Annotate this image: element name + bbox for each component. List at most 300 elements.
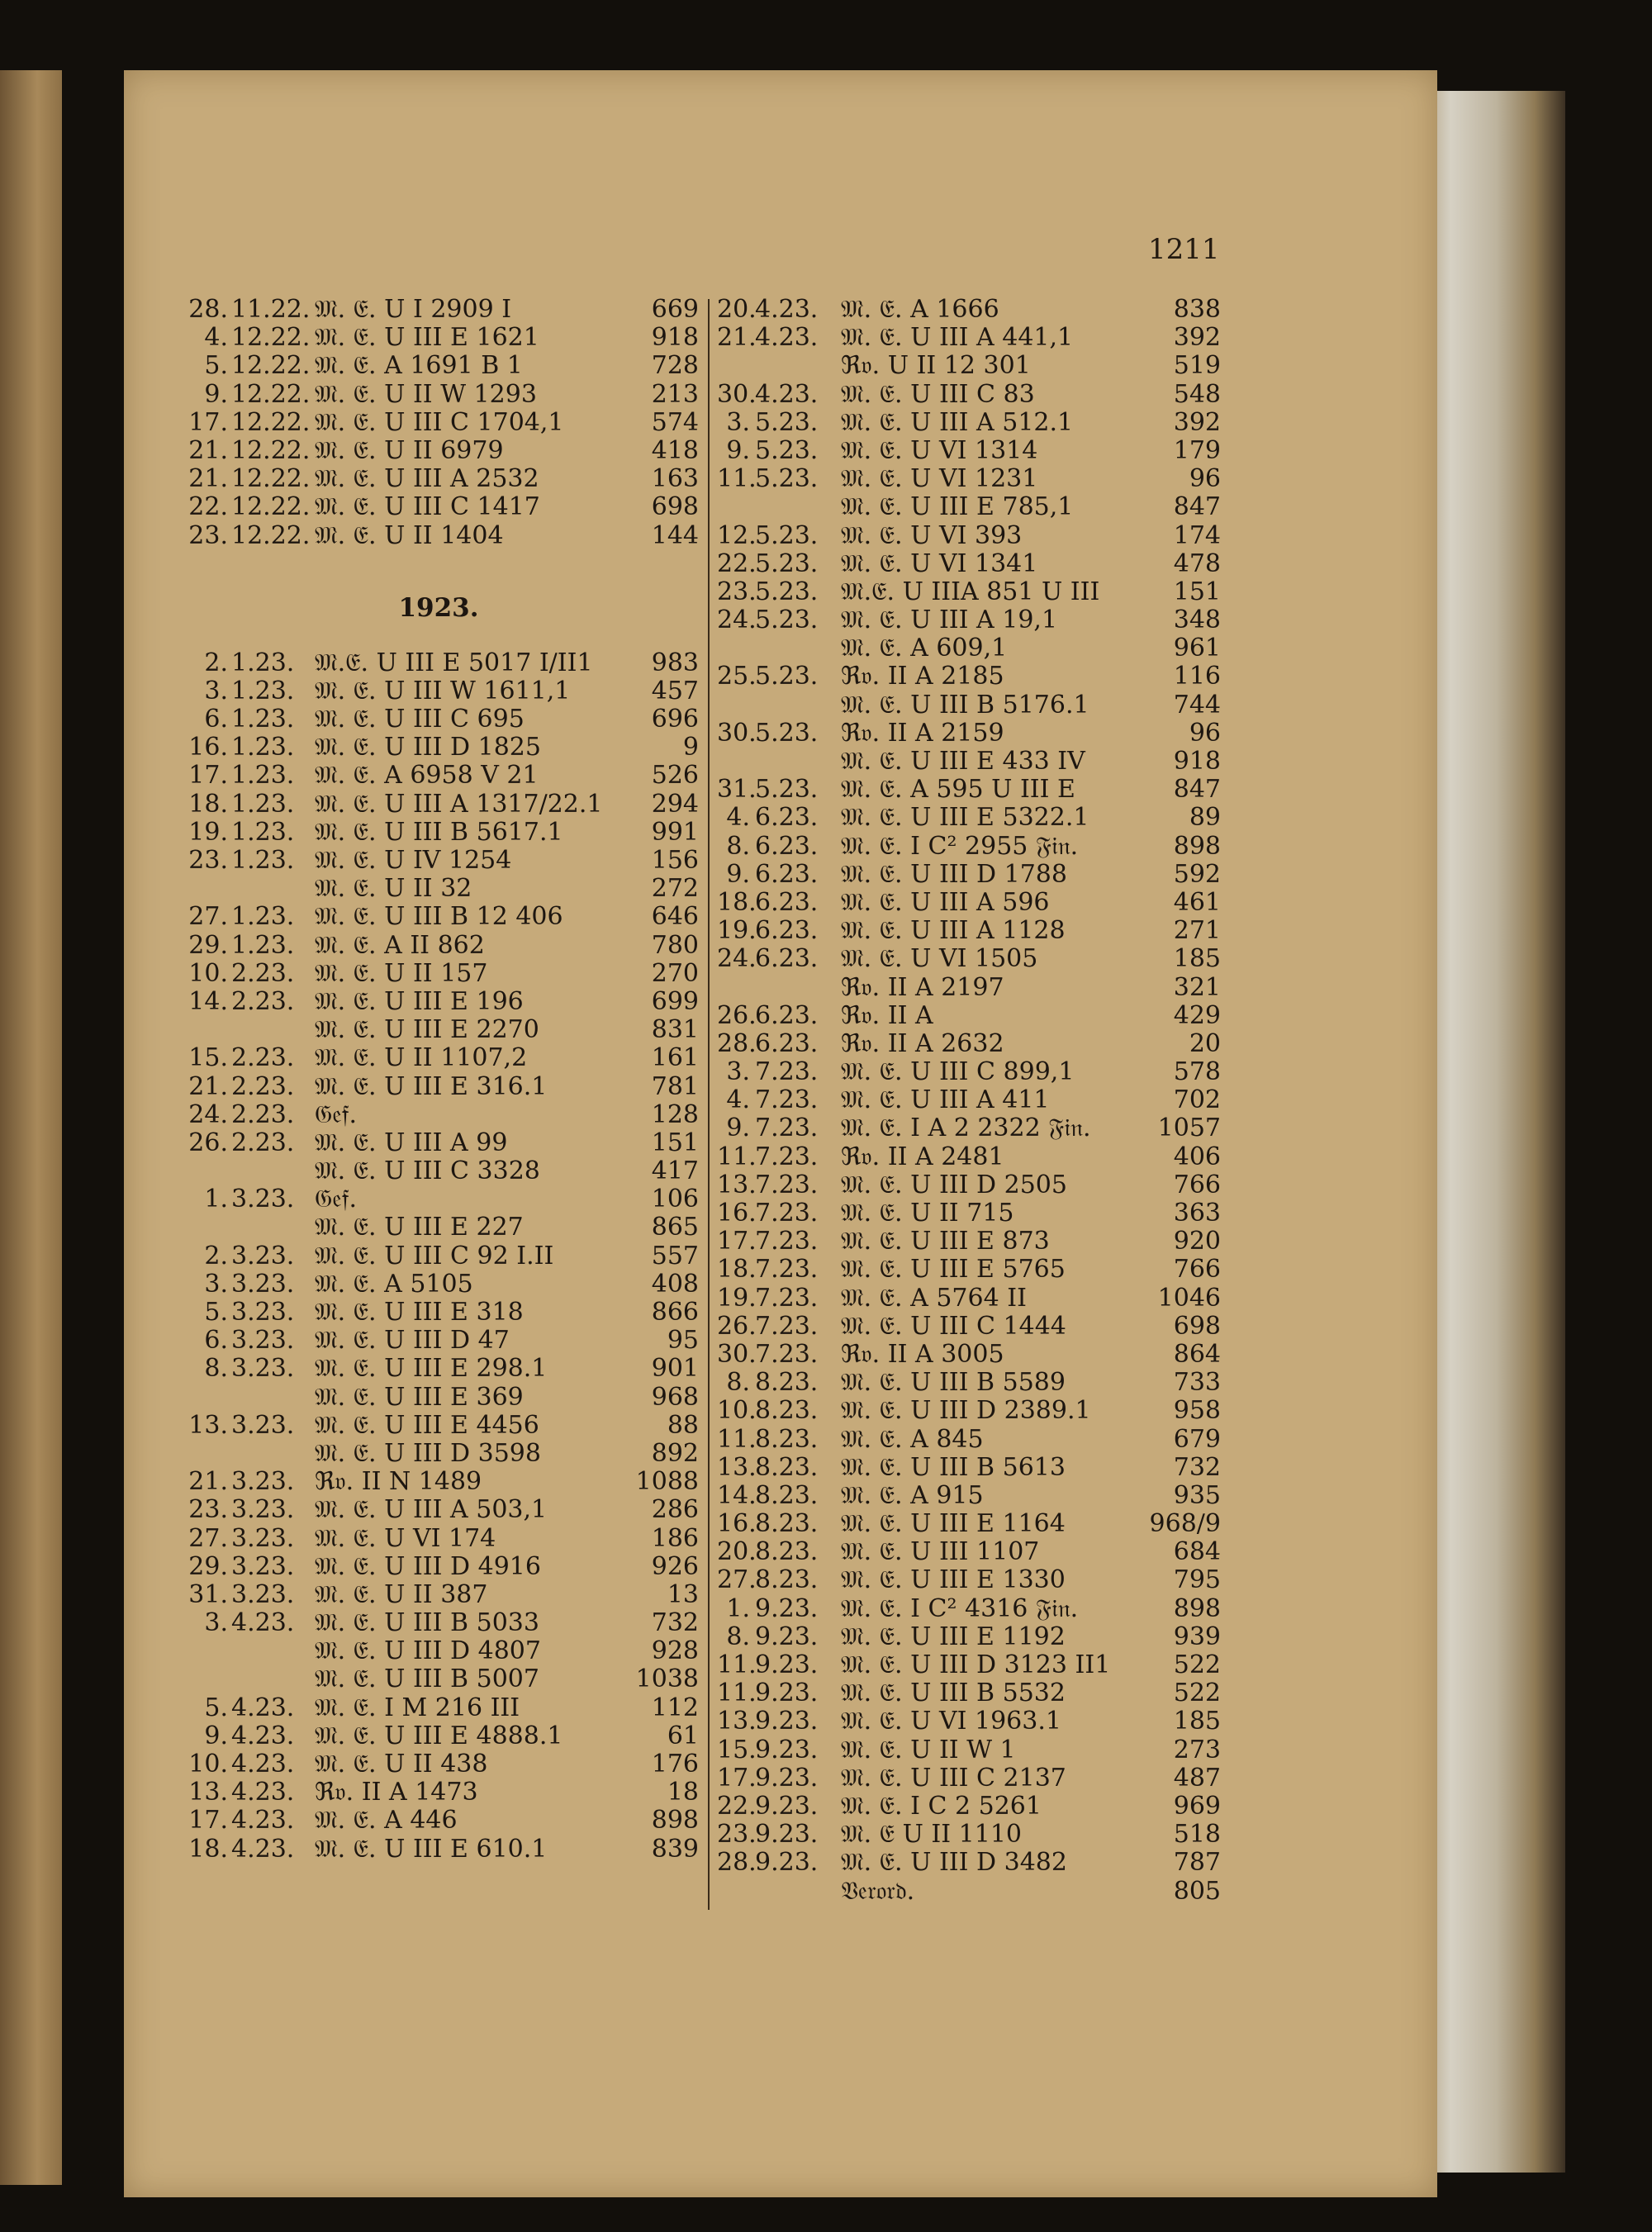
index-entry xyxy=(178,352,699,380)
index-entry xyxy=(178,875,699,903)
index-entry xyxy=(717,324,1221,352)
entry-day: 13. xyxy=(188,1778,228,1807)
entry-reference: 𝔐. 𝔈. U III E 610.1 xyxy=(315,1835,548,1864)
entry-day: 2. xyxy=(204,648,228,677)
entry-reference: 𝔐. 𝔈. U II 1107,2 xyxy=(315,1044,528,1073)
index-entry xyxy=(178,649,699,677)
index-entry xyxy=(717,409,1221,437)
entry-page-number: 968/9 xyxy=(1149,1510,1221,1539)
entry-day: 8. xyxy=(726,832,750,861)
entry-page-number: 186 xyxy=(651,1524,699,1553)
index-entry xyxy=(178,1157,699,1185)
index-entry xyxy=(717,861,1221,889)
entry-date: 4.23. xyxy=(231,1721,295,1750)
entry-page-number: 392 xyxy=(1173,408,1221,437)
entry-day: 11. xyxy=(717,1651,757,1679)
entry-reference: 𝔐. 𝔈. U III D 47 xyxy=(315,1327,510,1356)
entry-day: 11. xyxy=(717,1679,757,1708)
entry-day: 8. xyxy=(204,1355,228,1384)
index-entry xyxy=(178,409,699,437)
entry-day: 9. xyxy=(204,380,228,409)
entry-reference: 𝔐. 𝔈. U III A 1128 xyxy=(841,917,1066,946)
entry-page-number: 1038 xyxy=(635,1665,699,1694)
entry-day: 30. xyxy=(717,719,757,748)
index-entry xyxy=(178,465,699,493)
entry-day: 17. xyxy=(188,762,228,791)
entry-page-number: 838 xyxy=(1173,296,1221,324)
entry-date: 8.23. xyxy=(755,1481,819,1510)
entry-date: 6.23. xyxy=(755,945,819,974)
entry-date: 7.23. xyxy=(755,1312,819,1341)
entry-page-number: 684 xyxy=(1173,1538,1221,1567)
index-entry xyxy=(717,1510,1221,1538)
entry-page-number: 363 xyxy=(1173,1199,1221,1228)
entry-reference: 𝔐. 𝔈. U III C 1704,1 xyxy=(315,408,564,437)
index-entry xyxy=(178,1185,699,1213)
entry-reference: 𝔐. 𝔈. U III E 2270 xyxy=(315,1016,539,1045)
entry-reference: 𝔊𝔢𝔣. xyxy=(315,1100,358,1129)
entry-page-number: 161 xyxy=(651,1044,699,1073)
index-entry xyxy=(717,1171,1221,1199)
index-entry xyxy=(178,493,699,521)
entry-reference: 𝔐. 𝔈. A 5764 II xyxy=(841,1284,1027,1313)
entry-date: 5.23. xyxy=(755,549,819,578)
entry-reference: 𝔐. 𝔈. A II 862 xyxy=(315,931,485,960)
entry-day: 20. xyxy=(717,296,757,324)
entry-page-number: 96 xyxy=(1189,719,1221,748)
entry-page-number: 939 xyxy=(1173,1622,1221,1651)
index-entry xyxy=(178,1129,699,1157)
index-entry xyxy=(717,748,1221,776)
entry-day: 3. xyxy=(726,408,750,437)
entry-day: 23. xyxy=(188,521,228,550)
index-entry xyxy=(178,1213,699,1242)
entry-page-number: 901 xyxy=(651,1355,699,1384)
entry-date: 12.22. xyxy=(231,380,311,409)
index-entry xyxy=(178,1694,699,1722)
entry-page-number: 213 xyxy=(651,380,699,409)
entry-day: 18. xyxy=(717,1256,757,1285)
index-entry xyxy=(178,437,699,465)
entry-page-number: 408 xyxy=(651,1270,699,1299)
entry-date: 9.23. xyxy=(755,1821,819,1850)
entry-page-number: 18 xyxy=(667,1778,699,1807)
entry-date: 4.23. xyxy=(231,1807,295,1835)
entry-reference: 𝔐. 𝔈. I M 216 III xyxy=(315,1693,520,1722)
entry-date: 5.23. xyxy=(755,465,819,494)
entry-reference: 𝔐. 𝔈. U VI 393 xyxy=(841,521,1023,550)
entry-page-number: 270 xyxy=(651,959,699,988)
entry-date: 1.23. xyxy=(231,790,295,819)
entry-reference: 𝔐. 𝔈. A 845 xyxy=(841,1425,984,1454)
entry-reference: 𝔐. 𝔈 U II 1110 xyxy=(841,1821,1023,1850)
entry-reference: 𝔐. 𝔈. U III E 785,1 xyxy=(841,493,1074,522)
index-entry xyxy=(178,1440,699,1468)
entry-date: 9.23. xyxy=(755,1594,819,1623)
entry-page-number: 728 xyxy=(651,352,699,381)
entry-date: 9.23. xyxy=(755,1736,819,1764)
index-entry xyxy=(178,1101,699,1129)
entry-page-number: 526 xyxy=(651,762,699,791)
entry-reference: 𝔐. 𝔈. U III A 596 xyxy=(841,888,1050,917)
entry-page-number: 991 xyxy=(651,818,699,847)
entry-date: 7.23. xyxy=(755,1114,819,1143)
entry-reference: 𝔐. 𝔈. U III A 19,1 xyxy=(841,606,1058,635)
index-entry xyxy=(178,1637,699,1665)
index-entry xyxy=(178,1665,699,1693)
entry-date: 2.23. xyxy=(231,987,295,1016)
entry-day: 13. xyxy=(717,1453,757,1482)
entry-reference: 𝔐. 𝔈. U III E 1164 xyxy=(841,1510,1066,1539)
entry-date: 7.23. xyxy=(755,1199,819,1228)
entry-date: 1.23. xyxy=(231,903,295,932)
entry-day: 23. xyxy=(717,1821,757,1850)
index-entry xyxy=(717,1679,1221,1707)
entry-day: 30. xyxy=(717,380,757,409)
entry-reference: ℜ𝔳. U II 12 301 xyxy=(841,352,1031,381)
entry-date: 1.23. xyxy=(231,705,295,734)
left-column xyxy=(178,296,699,1864)
entry-day: 21. xyxy=(188,1072,228,1101)
entry-day: 31. xyxy=(188,1580,228,1609)
index-entry xyxy=(717,1228,1221,1256)
entry-page-number: 847 xyxy=(1173,493,1221,522)
entry-day: 5. xyxy=(204,352,228,381)
entry-day: 28. xyxy=(717,1029,757,1058)
entry-page-number: 698 xyxy=(651,493,699,522)
entry-day: 24. xyxy=(717,945,757,974)
entry-date: 3.23. xyxy=(231,1580,295,1609)
entry-day: 6. xyxy=(204,1327,228,1356)
entry-page-number: 116 xyxy=(1173,662,1221,691)
index-entry xyxy=(178,903,699,931)
entry-day: 10. xyxy=(188,1750,228,1778)
entry-reference: 𝔐. 𝔈. U IV 1254 xyxy=(315,847,512,875)
entry-day: 8. xyxy=(726,1369,750,1398)
index-entry xyxy=(178,1044,699,1072)
entry-date: 1.23. xyxy=(231,818,295,847)
entry-page-number: 920 xyxy=(1173,1228,1221,1256)
entry-date: 6.23. xyxy=(755,888,819,917)
entry-day: 5. xyxy=(204,1693,228,1722)
entry-page-number: 1046 xyxy=(1157,1284,1221,1313)
entry-day: 25. xyxy=(717,662,757,691)
entry-day: 4. xyxy=(204,324,228,353)
entry-reference: 𝔐. 𝔈. A 446 xyxy=(315,1807,458,1835)
entry-day: 3. xyxy=(204,677,228,705)
index-entry xyxy=(178,988,699,1016)
entry-day: 15. xyxy=(717,1736,757,1764)
entry-reference: ℜ𝔳. II A 1473 xyxy=(315,1778,478,1807)
entry-reference: 𝔐. 𝔈. U III E 369 xyxy=(315,1383,524,1412)
entry-date: 1.23. xyxy=(231,734,295,762)
entry-reference: 𝔐. 𝔈. U III D 2505 xyxy=(841,1171,1067,1199)
index-entry xyxy=(178,1609,699,1637)
entry-day: 9. xyxy=(726,1114,750,1143)
entry-date: 3.23. xyxy=(231,1411,295,1440)
index-entry xyxy=(717,776,1221,804)
entry-date: 9.23. xyxy=(755,1622,819,1651)
entry-day: 19. xyxy=(717,917,757,946)
entry-date: 4.23. xyxy=(231,1750,295,1778)
entry-date: 12.22. xyxy=(231,493,311,522)
entry-page-number: 839 xyxy=(651,1835,699,1864)
entry-page-number: 592 xyxy=(1173,860,1221,889)
entry-date: 3.23. xyxy=(231,1355,295,1384)
entry-reference: 𝔐. 𝔈. A 5105 xyxy=(315,1270,473,1299)
entry-day: 18. xyxy=(188,790,228,819)
index-entry xyxy=(717,1030,1221,1058)
index-entry xyxy=(178,762,699,790)
entry-reference: 𝔐. 𝔈. U III E 4456 xyxy=(315,1411,539,1440)
entry-day: 4. xyxy=(726,804,750,833)
entry-date: 6.23. xyxy=(755,1001,819,1030)
year-heading: 1923. xyxy=(398,592,479,623)
entry-page-number: 487 xyxy=(1173,1764,1221,1793)
index-entry xyxy=(717,1426,1221,1454)
entry-page-number: 106 xyxy=(651,1185,699,1214)
entry-reference: 𝔐. 𝔈. U III B 5532 xyxy=(841,1679,1066,1708)
entry-date: 3.23. xyxy=(231,1327,295,1356)
entry-reference: 𝔐. 𝔈. I C² 4316 𝔉𝔦𝔫. xyxy=(841,1594,1079,1623)
entry-page-number: 112 xyxy=(651,1693,699,1722)
entry-day: 13. xyxy=(717,1171,757,1199)
index-entry xyxy=(717,1285,1221,1313)
entry-reference: 𝔊𝔢𝔣. xyxy=(315,1185,358,1214)
entry-page-number: 578 xyxy=(1173,1058,1221,1087)
entry-day: 17. xyxy=(717,1764,757,1793)
entry-reference: 𝔐. 𝔈. U III B 5007 xyxy=(315,1665,539,1694)
entry-reference: 𝔐. 𝔈. U III E 1330 xyxy=(841,1566,1066,1595)
entry-page-number: 522 xyxy=(1173,1679,1221,1708)
entry-day: 29. xyxy=(188,1552,228,1581)
entry-reference: 𝔐. 𝔈. U III A 2532 xyxy=(315,465,539,494)
entry-page-number: 574 xyxy=(651,408,699,437)
index-entry xyxy=(717,1256,1221,1284)
entry-reference: 𝔐. 𝔈. U III C 92 I.II xyxy=(315,1242,554,1270)
index-entry xyxy=(717,1736,1221,1764)
entry-day: 4. xyxy=(726,1086,750,1115)
index-entry xyxy=(717,1849,1221,1877)
entry-page-number: 787 xyxy=(1173,1849,1221,1878)
entry-page-number: 698 xyxy=(1173,1312,1221,1341)
index-entry xyxy=(178,734,699,762)
entry-page-number: 461 xyxy=(1173,888,1221,917)
entry-reference: 𝔐. 𝔈. U III E 433 IV xyxy=(841,748,1085,776)
index-entry xyxy=(178,1270,699,1299)
entry-day: 9. xyxy=(726,436,750,465)
entry-page-number: 457 xyxy=(651,677,699,705)
entry-reference: 𝔐. 𝔈. U III D 3123 II1 xyxy=(841,1651,1111,1679)
entry-day: 11. xyxy=(717,465,757,494)
entry-reference: 𝔐. 𝔈. U III A 99 xyxy=(315,1128,508,1157)
index-entry xyxy=(717,381,1221,409)
entry-day: 27. xyxy=(188,1524,228,1553)
column-divider xyxy=(708,299,710,1910)
index-entry xyxy=(717,606,1221,634)
entry-page-number: 1057 xyxy=(1157,1114,1221,1143)
index-entry xyxy=(717,1341,1221,1369)
entry-date: 1.23. xyxy=(231,847,295,875)
entry-date: 3.23. xyxy=(231,1552,295,1581)
entry-reference: ℜ𝔳. II N 1489 xyxy=(315,1468,482,1497)
entry-date: 6.23. xyxy=(755,832,819,861)
index-entry xyxy=(178,1384,699,1412)
index-entry xyxy=(178,1073,699,1101)
entry-reference: 𝔐. 𝔈. U III C 1444 xyxy=(841,1312,1066,1341)
entry-page-number: 13 xyxy=(667,1580,699,1609)
entry-day: 1. xyxy=(204,1185,228,1214)
entry-day: 28. xyxy=(717,1849,757,1878)
entry-day: 28. xyxy=(188,296,228,324)
entry-date: 9.23. xyxy=(755,1849,819,1878)
entry-reference: 𝔐. 𝔈. U III D 1788 xyxy=(841,860,1067,889)
entry-page-number: 286 xyxy=(651,1496,699,1525)
index-entry xyxy=(178,960,699,988)
entry-day: 16. xyxy=(717,1510,757,1539)
entry-day: 15. xyxy=(188,1044,228,1073)
index-entry xyxy=(717,465,1221,493)
index-entry xyxy=(717,917,1221,945)
entry-date: 12.22. xyxy=(231,352,311,381)
entry-date: 7.23. xyxy=(755,1256,819,1285)
entry-page-number: 185 xyxy=(1173,1707,1221,1736)
index-entry xyxy=(178,1553,699,1581)
entry-day: 31. xyxy=(717,776,757,805)
index-entry xyxy=(717,352,1221,380)
entry-reference: 𝔐. 𝔈. U III C 1417 xyxy=(315,493,540,522)
entry-reference: 𝔐. 𝔈. U II 6979 xyxy=(315,436,504,465)
entry-reference: 𝔐. 𝔈. U III D 2389.1 xyxy=(841,1397,1091,1426)
entry-reference: 𝔐. 𝔈. U III 1107 xyxy=(841,1538,1040,1567)
entry-day: 26. xyxy=(188,1128,228,1157)
entry-page-number: 733 xyxy=(1173,1369,1221,1398)
entry-reference: 𝔐. 𝔈. U III A 503,1 xyxy=(315,1496,548,1525)
entry-reference: 𝔐. 𝔈. U II W 1293 xyxy=(315,380,537,409)
entry-day: 16. xyxy=(717,1199,757,1228)
entry-reference: 𝔐. 𝔈. U II 32 xyxy=(315,875,472,904)
entry-date: 8.23. xyxy=(755,1538,819,1567)
entry-reference: 𝔐. 𝔈. U III B 5176.1 xyxy=(841,691,1089,719)
entry-page-number: 918 xyxy=(1173,748,1221,776)
entry-date: 5.23. xyxy=(755,719,819,748)
index-entry xyxy=(178,1468,699,1496)
entry-reference: 𝔐. 𝔈. I C 2 5261 xyxy=(841,1792,1042,1821)
index-entry xyxy=(178,1496,699,1524)
entry-date: 9.23. xyxy=(755,1707,819,1736)
entry-date: 7.23. xyxy=(755,1171,819,1199)
entry-day: 20. xyxy=(717,1538,757,1567)
entry-page-number: 174 xyxy=(1173,521,1221,550)
entry-date: 8.23. xyxy=(755,1510,819,1539)
entry-day: 21. xyxy=(188,1468,228,1497)
entry-page-number: 128 xyxy=(651,1100,699,1129)
entry-reference: 𝔐. 𝔈. U III C 695 xyxy=(315,705,525,734)
entry-day: 16. xyxy=(188,734,228,762)
entry-day: 27. xyxy=(717,1566,757,1595)
entry-day: 3. xyxy=(204,1270,228,1299)
entry-reference: 𝔐. 𝔈. U VI 174 xyxy=(315,1524,496,1553)
entry-date: 5.23. xyxy=(755,662,819,691)
entry-page-number: 176 xyxy=(651,1750,699,1778)
entry-date: 3.23. xyxy=(231,1185,295,1214)
entry-page-number: 892 xyxy=(651,1439,699,1468)
index-entry xyxy=(717,1878,1221,1906)
entry-page-number: 699 xyxy=(651,987,699,1016)
entry-reference: 𝔐. 𝔈. U III E 1192 xyxy=(841,1622,1066,1651)
entry-page-number: 732 xyxy=(1173,1453,1221,1482)
entry-reference: 𝔐. 𝔈. U VI 1231 xyxy=(841,465,1038,494)
entry-day: 17. xyxy=(717,1228,757,1256)
entry-reference: 𝔐. 𝔈. U II 157 xyxy=(315,959,488,988)
entry-page-number: 96 xyxy=(1189,465,1221,494)
entry-reference: 𝔐. 𝔈. U III A 441,1 xyxy=(841,324,1074,353)
entry-date: 4.23. xyxy=(755,324,819,353)
entry-date: 1.23. xyxy=(231,677,295,705)
entry-date: 4.23. xyxy=(231,1693,295,1722)
index-entry xyxy=(178,932,699,960)
entry-date: 7.23. xyxy=(755,1142,819,1171)
entry-reference: 𝔐. 𝔈. U III E 318 xyxy=(315,1299,524,1327)
entry-page-number: 271 xyxy=(1173,917,1221,946)
index-entry xyxy=(717,1086,1221,1114)
index-entry xyxy=(717,1114,1221,1142)
entry-page-number: 163 xyxy=(651,465,699,494)
index-entry xyxy=(717,945,1221,973)
entry-reference: 𝔐. 𝔈. U III C 83 xyxy=(841,380,1035,409)
entry-page-number: 417 xyxy=(651,1157,699,1186)
index-entry xyxy=(178,847,699,875)
entry-page-number: 61 xyxy=(667,1721,699,1750)
entry-date: 3.23. xyxy=(231,1299,295,1327)
entry-date: 3.23. xyxy=(231,1468,295,1497)
index-entry xyxy=(717,1595,1221,1623)
entry-date: 2.23. xyxy=(231,1128,295,1157)
entry-date: 6.23. xyxy=(755,917,819,946)
entry-date: 5.23. xyxy=(755,776,819,805)
entry-date: 2.23. xyxy=(231,1100,295,1129)
index-entry xyxy=(717,691,1221,719)
entry-day: 17. xyxy=(188,408,228,437)
index-entry xyxy=(717,1369,1221,1397)
entry-page-number: 151 xyxy=(651,1128,699,1157)
entry-reference: ℜ𝔳. II A xyxy=(841,1001,933,1030)
entry-page-number: 273 xyxy=(1173,1736,1221,1764)
entry-date: 12.22. xyxy=(231,324,311,353)
entry-date: 6.23. xyxy=(755,1029,819,1058)
entry-day: 11. xyxy=(717,1425,757,1454)
entry-page-number: 272 xyxy=(651,875,699,904)
entry-date: 8.23. xyxy=(755,1453,819,1482)
entry-day: 9. xyxy=(726,860,750,889)
index-entry xyxy=(717,1397,1221,1425)
entry-date: 11.22. xyxy=(231,296,311,324)
rows-1922 xyxy=(178,296,699,550)
entry-page-number: 928 xyxy=(651,1637,699,1666)
entry-reference: 𝔐. 𝔈. A 915 xyxy=(841,1481,984,1510)
index-entry xyxy=(717,1454,1221,1482)
entry-reference: 𝔐. 𝔈. I C² 2955 𝔉𝔦𝔫. xyxy=(841,832,1079,861)
entry-day: 10. xyxy=(188,959,228,988)
entry-reference: ℜ𝔳. II A 2159 xyxy=(841,719,1004,748)
entry-page-number: 831 xyxy=(651,1016,699,1045)
entry-reference: 𝔐. 𝔈. U III E 5322.1 xyxy=(841,804,1089,833)
entry-page-number: 983 xyxy=(651,648,699,677)
index-entry xyxy=(178,296,699,324)
entry-page-number: 321 xyxy=(1173,973,1221,1002)
entry-day: 10. xyxy=(717,1397,757,1426)
index-entry xyxy=(178,1355,699,1383)
